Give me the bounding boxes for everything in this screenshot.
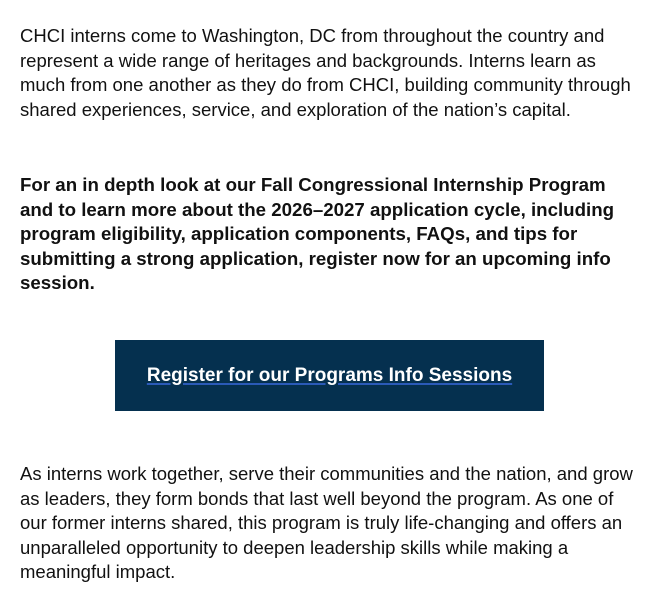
closing-paragraph: As interns work together, serve their communities and the nation, and grow as leaders, they form bonds that last well beyond the program. As one of our former interns shared, this program is truly life-changing and offers an unparalleled opportunity to deepen leadership skills while making a meaningful impact. <box>20 463 633 583</box>
info-session-paragraph: For an in depth look at our Fall Congressional Internship Program and to learn more about the 2026–2027 application cycle, including program eligibility, application components, FAQs, and tips for submitting a strong application, register now for an upcoming info session. <box>20 174 615 294</box>
register-button-label: Register for our Programs Info Sessions <box>146 364 513 386</box>
intro-paragraph: CHCI interns come to Washington, DC from throughout the country and represent a wide range of heritages and backgrounds. Interns learn as much from one another as they do from CHCI, building community through shared experiences, service, and exploration of the nation’s capital. <box>20 25 631 120</box>
register-info-sessions-button[interactable] <box>115 340 544 411</box>
